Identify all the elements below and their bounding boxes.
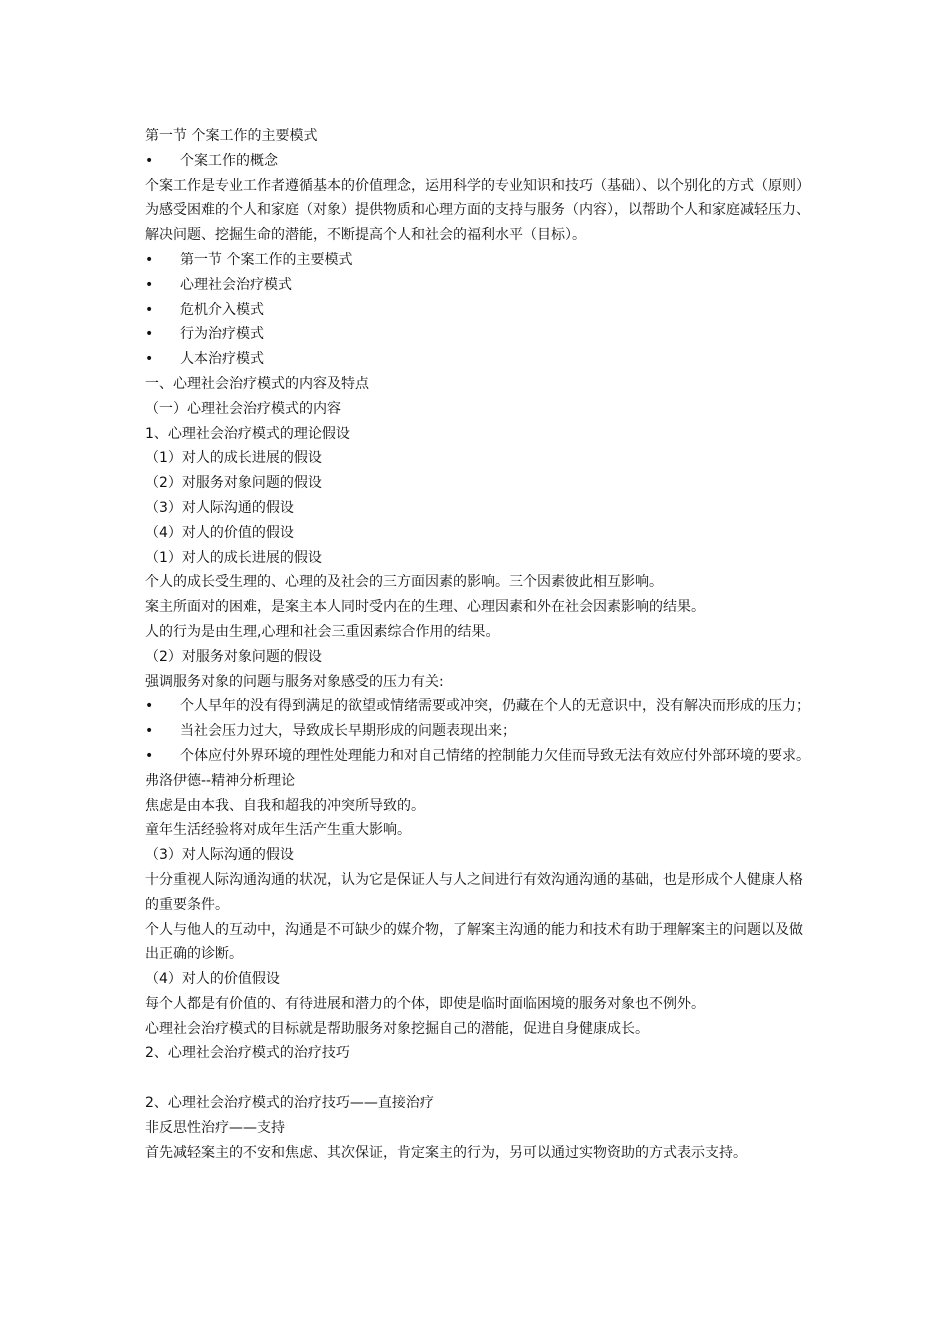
bullet-dot-icon: • xyxy=(145,698,154,715)
paragraph-line: 一、心理社会治疗模式的内容及特点 xyxy=(145,375,369,392)
bullet-text: 个体应付外界环境的理性处理能力和对自己情绪的控制能力欠佳而导致无法有效应付外部环境的要求。 xyxy=(180,747,810,764)
bullet-dot-icon: • xyxy=(145,152,154,169)
paragraph-line: 1、心理社会治疗模式的理论假设 xyxy=(145,425,350,442)
paragraph-line: 十分重视人际沟通沟通的状况，认为它是保证人与人之间进行有效沟通沟通的基础，也是形成个人健康人格的重要条件。 xyxy=(145,871,803,913)
paragraph-line: （2）对服务对象问题的假设 xyxy=(145,648,322,665)
bullet-text: 心理社会治疗模式 xyxy=(180,276,292,293)
bullet-text: 人本治疗模式 xyxy=(180,351,264,368)
paragraph-line: 非反思性治疗——支持 xyxy=(145,1119,285,1136)
paragraph-line: （3）对人际沟通的假设 xyxy=(145,847,294,864)
bullet-dot-icon: • xyxy=(145,276,154,293)
bullet-text: 危机介入模式 xyxy=(180,301,264,318)
bullet-item xyxy=(145,298,810,323)
paragraph-line: （1）对人的成长进展的假设 xyxy=(145,450,322,467)
paragraph-line: 案主所面对的困难，是案主本人同时受内在的生理、心理因素和外在社会因素影响的结果。 xyxy=(145,599,705,616)
paragraph-line: 心理社会治疗模式的目标就是帮助服务对象挖掘自己的潜能，促进自身健康成长。 xyxy=(145,1020,649,1037)
bullet-item xyxy=(145,248,810,273)
paragraph-line: 焦虑是由本我、自我和超我的冲突所导致的。 xyxy=(145,797,425,814)
paragraph-line: （4）对人的价值的假设 xyxy=(145,524,294,541)
paragraph-line: 童年生活经验将对成年生活产生重大影响。 xyxy=(145,822,411,839)
bullet-text: 当社会压力过大，导致成长早期形成的问题表现出来； xyxy=(180,723,516,740)
paragraph-line: 人的行为是由生理,心理和社会三重因素综合作用的结果。 xyxy=(145,623,500,640)
bullet-text: 个人早年的没有得到满足的欲望或情绪需要或冲突，仍藏在个人的无意识中，没有解决而形成的压力； xyxy=(180,698,810,715)
blank-line xyxy=(145,1066,810,1091)
bullet-dot-icon: • xyxy=(145,747,154,764)
bullet-text: 第一节 个案工作的主要模式 xyxy=(180,251,353,268)
bullet-item xyxy=(145,694,810,719)
paragraph-line: 首先减轻案主的不安和焦虑、其次保证，肯定案主的行为，另可以通过实物资助的方式表示支持。 xyxy=(145,1144,747,1161)
paragraph-line: （4）对人的价值假设 xyxy=(145,971,280,988)
bullet-item xyxy=(145,149,810,174)
paragraph-line: （1）对人的成长进展的假设 xyxy=(145,549,322,566)
bullet-text: 个案工作的概念 xyxy=(180,152,278,169)
paragraph-line: 2、心理社会治疗模式的治疗技巧——直接治疗 xyxy=(145,1095,434,1112)
paragraph-line: （2）对服务对象问题的假设 xyxy=(145,475,322,492)
bullet-item xyxy=(145,744,810,769)
paragraph-line: 每个人都是有价值的、有待进展和潜力的个体，即使是临时面临困境的服务对象也不例外。 xyxy=(145,995,705,1012)
paragraph-line: （一）心理社会治疗模式的内容 xyxy=(145,400,341,417)
bullet-dot-icon: • xyxy=(145,301,154,318)
bullet-text: 行为治疗模式 xyxy=(180,326,264,343)
paragraph-line: 第一节 个案工作的主要模式 xyxy=(145,128,318,144)
bullet-dot-icon: • xyxy=(145,326,154,343)
bullet-dot-icon: • xyxy=(145,251,154,268)
paragraph-line: 个人的成长受生理的、心理的及社会的三方面因素的影响。三个因素彼此相互影响。 xyxy=(145,574,663,591)
paragraph-line: 个案工作是专业工作者遵循基本的价值理念，运用科学的专业知识和技巧（基础）、以个别化的方式（原则）为感受困难的个人和家庭（对象）提供物质和心理方面的支持与服务（内容），以帮助个人和家庭减轻压力、解决问题、挖掘生命的潜能，不断提高个人和社会的福利水平（目标）。 xyxy=(145,177,810,244)
bullet-item xyxy=(145,347,810,372)
paragraph-line: 强调服务对象的问题与服务对象感受的压力有关: xyxy=(145,673,444,690)
paragraph-line: （3）对人际沟通的假设 xyxy=(145,499,294,516)
bullet-item xyxy=(145,719,810,744)
paragraph-line: 弗洛伊德--精神分析理论 xyxy=(145,772,296,789)
paragraph-line: 2、心理社会治疗模式的治疗技巧 xyxy=(145,1045,350,1062)
bullet-item xyxy=(145,322,810,347)
document-body xyxy=(145,124,810,1165)
bullet-item xyxy=(145,273,810,298)
bullet-dot-icon: • xyxy=(145,723,154,740)
paragraph-line: 个人与他人的互动中，沟通是不可缺少的媒介物，了解案主沟通的能力和技术有助于理解案主的问题以及做出正确的诊断。 xyxy=(145,921,803,963)
bullet-dot-icon: • xyxy=(145,351,154,368)
